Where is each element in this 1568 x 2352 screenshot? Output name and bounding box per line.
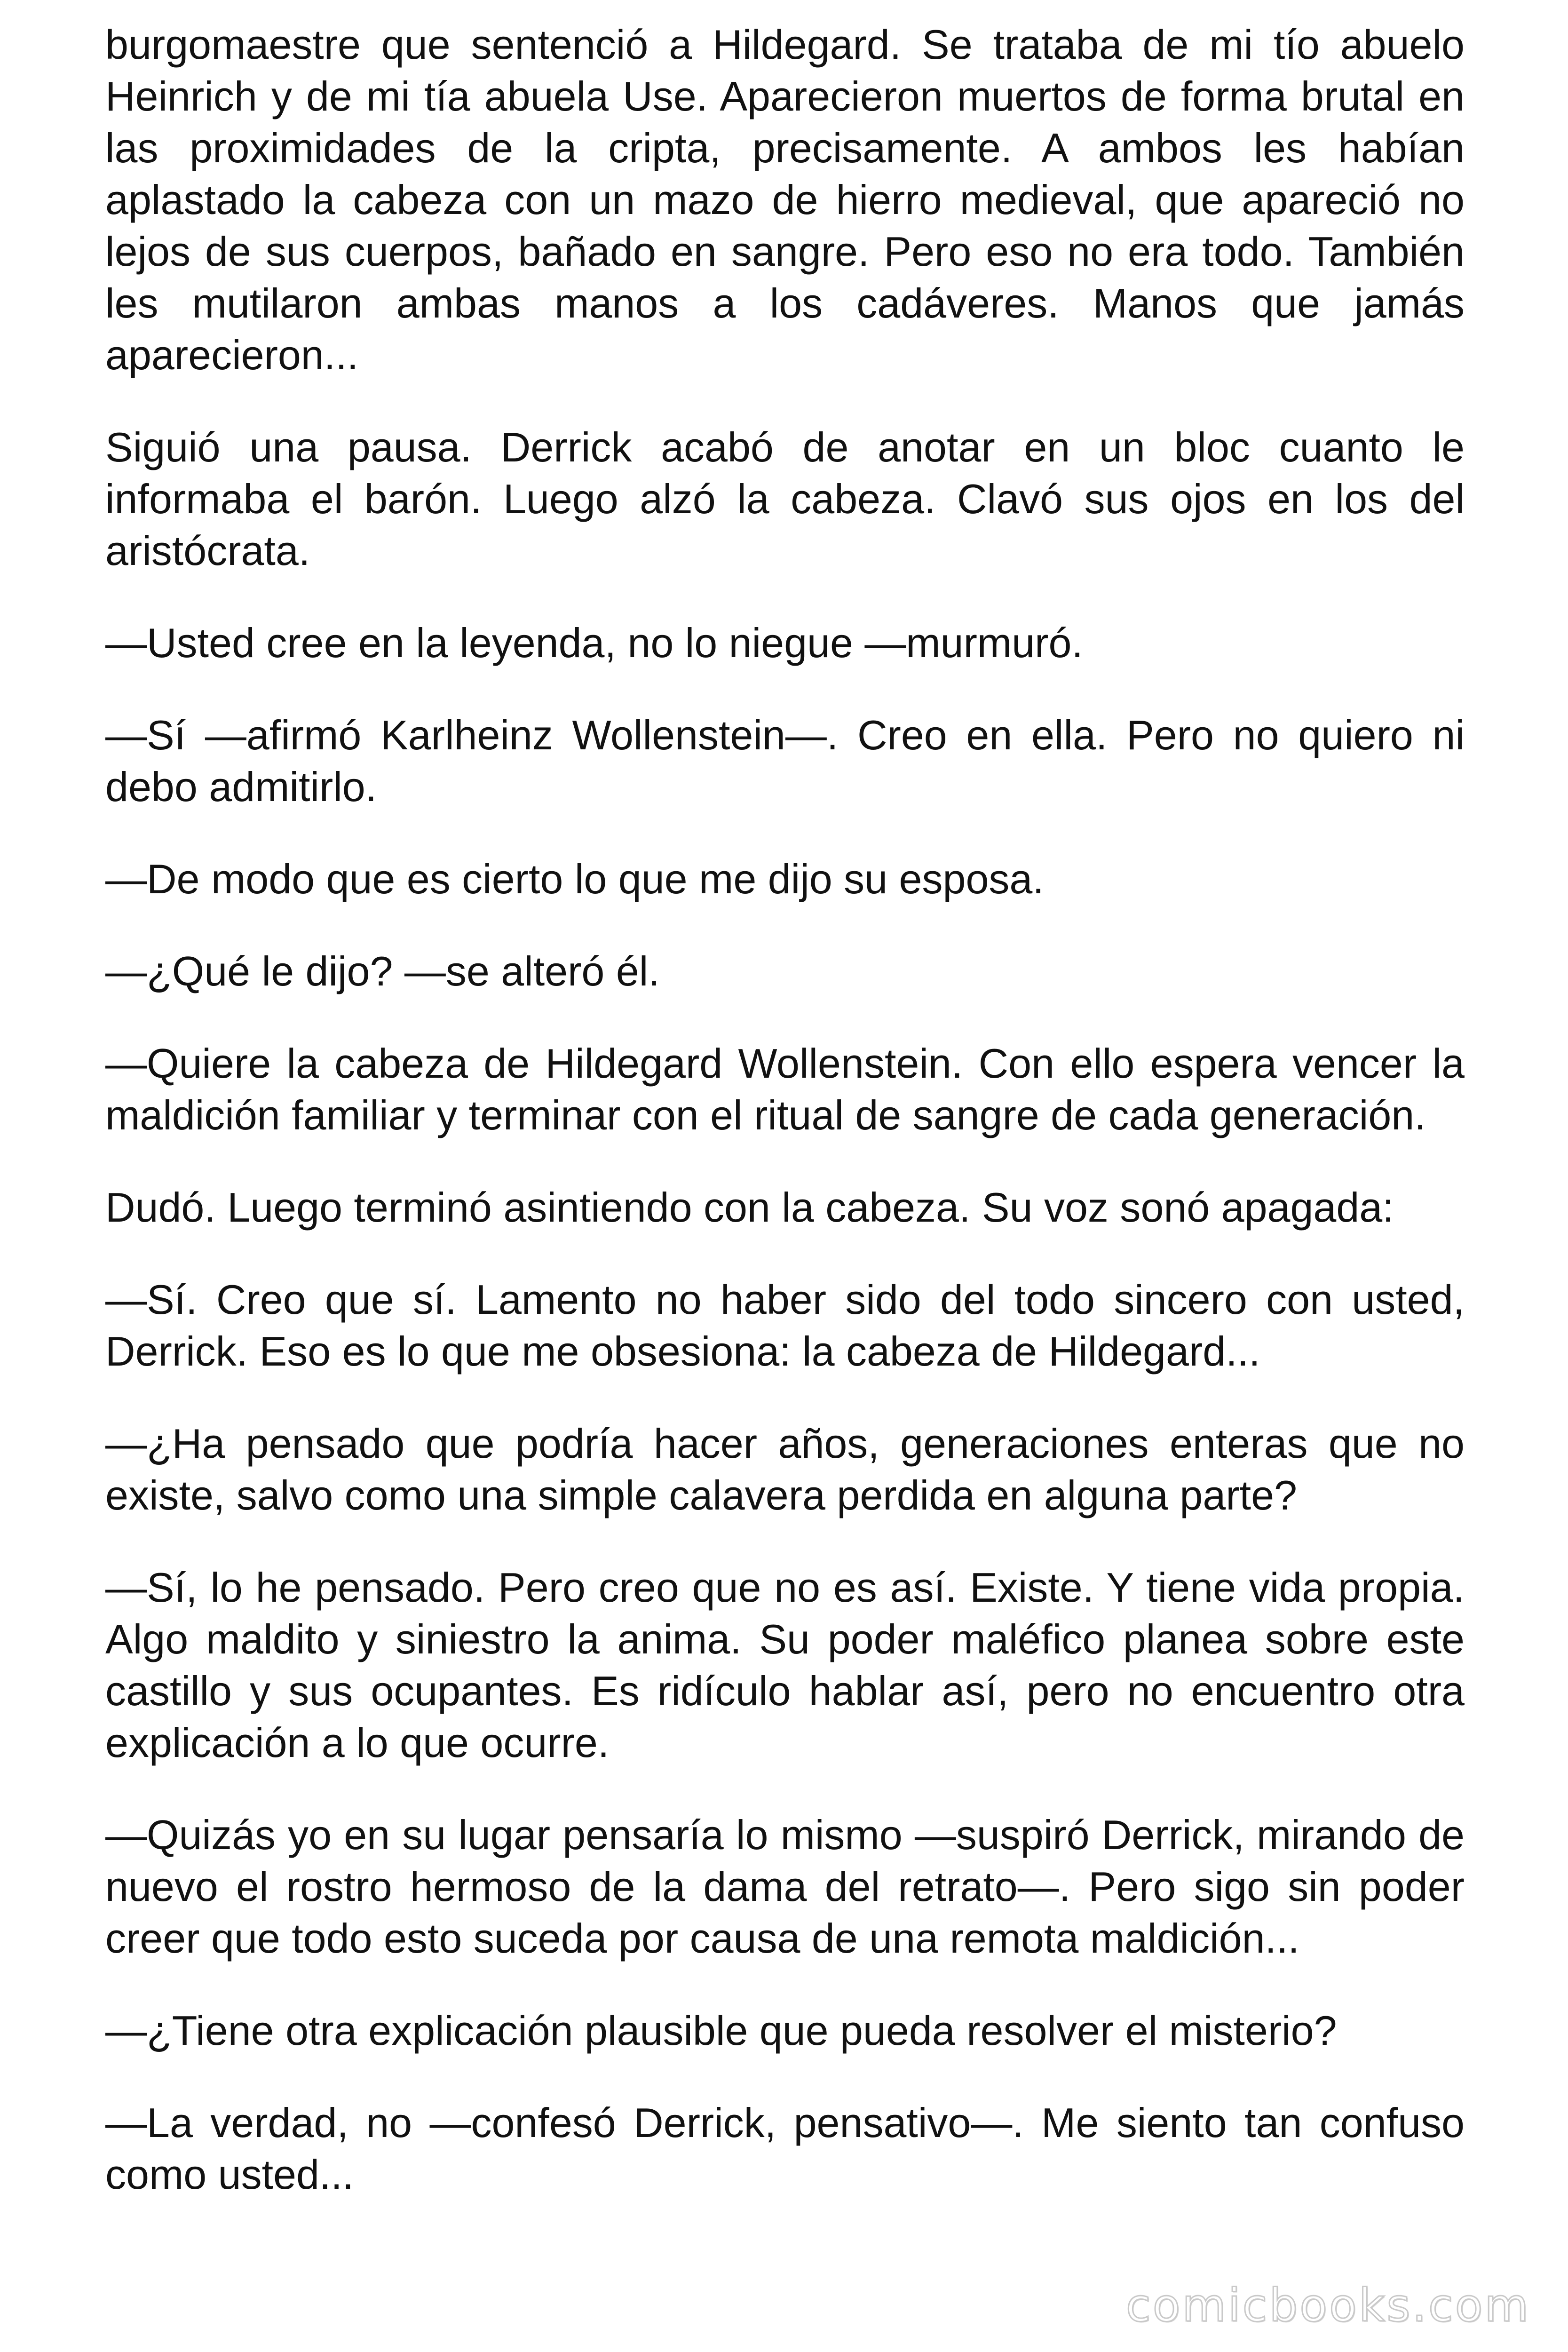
paragraph: —Usted cree en la leyenda, no lo niegue —murmuró.	[105, 620, 1083, 666]
paragraph: —Sí —afirmó Karlheinz Wollenstein—. Creo en ella. Pero no quiero ni debo admitirlo.	[105, 712, 1465, 810]
paragraph: —¿Ha pensado que podría hacer años, generaciones enteras que no existe, salvo como una simple calavera perdida en alguna parte?	[105, 1420, 1465, 1518]
paragraph: —Sí, lo he pensado. Pero creo que no es así. Existe. Y tiene vida propia. Algo maldito y siniestro la anima. Su poder maléfico planea sobre este castillo y sus ocupantes. Es ridículo hablar así, pero no encuentro otra explicación a lo que ocurre.	[105, 1564, 1465, 1766]
paragraph: burgomaestre que sentenció a Hildegard. Se trataba de mi tío abuelo Heinrich y de mi tía abuela Use. Aparecieron muertos de forma brutal en las proximidades de la cripta, precisamente. A ambos les habían aplastado la cabeza con un mazo de hierro medieval, que apareció no lejos de sus cuerpos, bañado en sangre. Pero eso no era todo. También les mutilaron ambas manos a los cadáveres. Manos que jamás aparecieron...	[105, 21, 1465, 378]
watermark-text: comicbooks.com	[1125, 2279, 1530, 2332]
paragraph: Siguió una pausa. Derrick acabó de anotar en un bloc cuanto le informaba el barón. Luego alzó la cabeza. Clavó sus ojos en los del aristócrata.	[105, 424, 1465, 574]
paragraph: —Sí. Creo que sí. Lamento no haber sido del todo sincero con usted, Derrick. Eso es lo que me obsesiona: la cabeza de Hildegard...	[105, 1276, 1465, 1375]
document-page	[105, 19, 1465, 2201]
paragraph: —Quizás yo en su lugar pensaría lo mismo —suspiró Derrick, mirando de nuevo el rostro hermoso de la dama del retrato—. Pero sigo sin poder creer que todo esto suceda por causa de una remota maldición...	[105, 1812, 1465, 1962]
paragraph: —¿Tiene otra explicación plausible que pueda resolver el misterio?	[105, 2007, 1337, 2054]
paragraph: —Quiere la cabeza de Hildegard Wollenstein. Con ello espera vencer la maldición familiar y terminar con el ritual de sangre de cada generación.	[105, 1040, 1465, 1138]
paragraph: —¿Qué le dijo? —se alteró él.	[105, 948, 660, 994]
paragraph: Dudó. Luego terminó asintiendo con la cabeza. Su voz sonó apagada:	[105, 1184, 1394, 1231]
paragraph: —La verdad, no —confesó Derrick, pensativo—. Me siento tan confuso como usted...	[105, 2099, 1465, 2198]
paragraph: —De modo que es cierto lo que me dijo su esposa.	[105, 856, 1044, 902]
